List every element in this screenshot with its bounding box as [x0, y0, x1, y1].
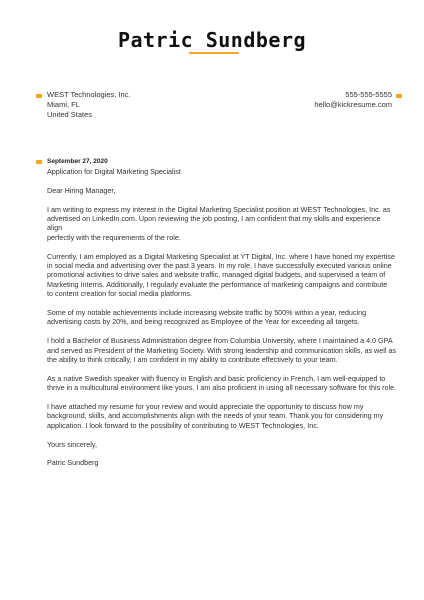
letter-paragraph-1	[47, 205, 397, 243]
letter-paragraph-6	[47, 402, 397, 430]
paragraph-line: the ability to think critically, I am confident in my ability to contribute effectively to your team.	[47, 355, 338, 365]
paragraph-line: and served as President of the Marketing Society. With strong leadership and communication skills, as well as	[47, 345, 397, 355]
sender-marker-accent	[36, 94, 42, 98]
letter-closing: Yours sincerely,	[47, 439, 97, 449]
paragraph-line: thrive in a multicultural environment like yours. I am also proficient in using all necessary software for this role.	[47, 383, 397, 393]
letter-paragraph-5	[47, 374, 397, 393]
paragraph-line: I am writing to express my interest in the Digital Marketing Specialist position at WEST Technologies, Inc. as	[47, 204, 391, 214]
paragraph-line: in social media and advertising over the past 3 years. In my role, I have successfully executed various online	[47, 261, 392, 271]
letter-signature: Patric Sundberg	[47, 458, 99, 468]
contact-block	[314, 90, 392, 110]
recipient-city: Miami, FL	[47, 100, 80, 109]
email-address: hello@kickresume.com	[314, 100, 392, 109]
letter-paragraph-2	[47, 252, 397, 299]
paragraph-line: advertised on LinkedIn.com. Upon reviewing the job posting, I am confident that my skills and experience align	[47, 214, 381, 233]
paragraph-line: I have attached my resume for your review and would appreciate the opportunity to discuss how my	[47, 402, 364, 412]
date-marker-accent	[36, 160, 42, 164]
letter-body	[47, 167, 397, 477]
recipient-company: WEST Technologies, Inc.	[47, 90, 131, 99]
paragraph-line: I hold a Bachelor of Business Administration degree from Columbia University, where I maintained a 4.0 GPA	[47, 336, 393, 346]
contact-marker-accent	[396, 94, 402, 98]
letter-greeting: Dear Hiring Manager,	[47, 185, 116, 195]
paragraph-line: promotional activities to drive sales and website traffic, managed digital budgets, and supervised a team of	[47, 270, 386, 280]
letter-paragraph-4	[47, 336, 397, 364]
recipient-country: United States	[47, 110, 93, 119]
paragraph-line: Some of my notable achievements include increasing website traffic by 500% within a year, reducing	[47, 308, 367, 318]
paragraph-line: Currently, I am employed as a Digital Marketing Specialist at YT Digital, Inc. where I have honed my expertise	[47, 251, 395, 261]
phone-number: 555-555-5555	[345, 90, 392, 99]
paragraph-line: application. I look forward to the possibility of contributing to WEST Technologies, Inc.	[47, 420, 319, 430]
paragraph-line: perfectly with the requirements of the role.	[47, 232, 181, 242]
letter-subject: Application for Digital Marketing Specialist	[47, 167, 181, 176]
paragraph-line: Marketing Interns. Additionally, I regularly evaluate the performance of marketing campaigns and contribute	[47, 279, 388, 289]
letter-date: September 27, 2020	[47, 158, 108, 165]
paragraph-line: As a native Swedish speaker with fluency in English and basic proficiency in French, I am well-equipped to	[47, 373, 386, 383]
paragraph-line: advertising costs by 20%, and being recognized as Employee of the Year for exceeding all targets.	[47, 317, 360, 327]
name-underline-accent	[189, 52, 239, 54]
applicant-name: Patric Sundberg	[117, 28, 307, 52]
letter-paragraph-3	[47, 308, 397, 327]
paragraph-line: background, skills, and accomplishments align with the needs of your team. Thank you for considering my	[47, 411, 384, 421]
paragraph-line: to content creation for social media platforms.	[47, 289, 193, 299]
recipient-address-block	[47, 90, 131, 120]
